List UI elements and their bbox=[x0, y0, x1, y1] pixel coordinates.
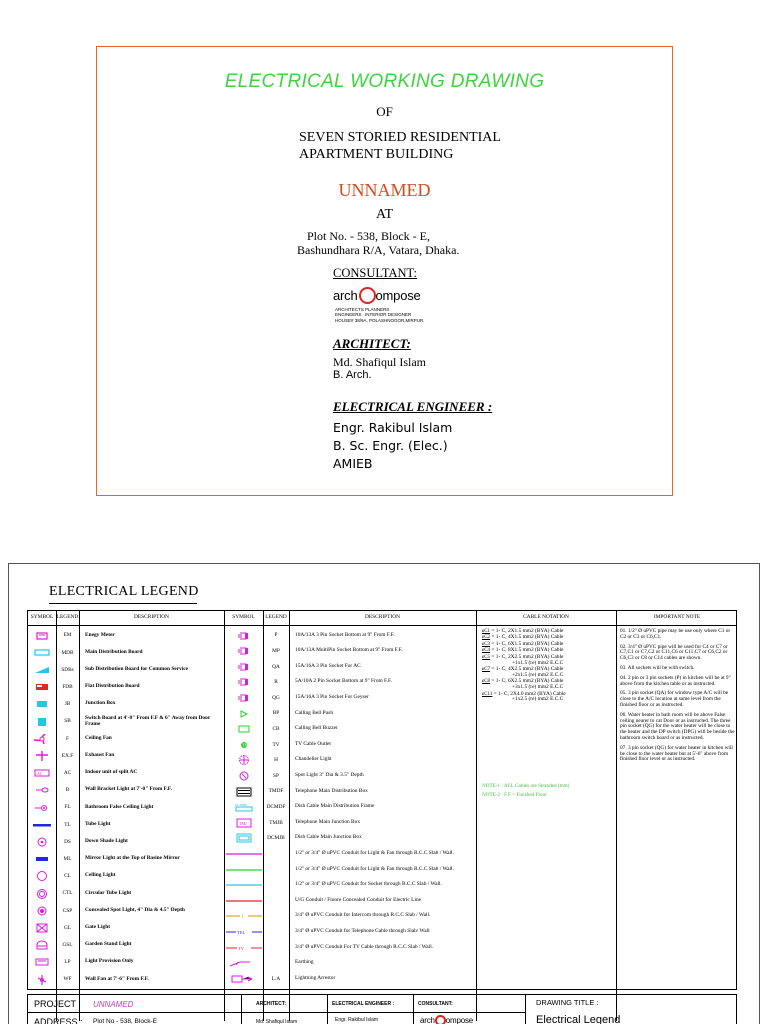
legend-row-left bbox=[28, 731, 224, 746]
down-shade-light-icon bbox=[28, 837, 56, 847]
legend-code: R bbox=[274, 679, 278, 686]
tube-light-icon bbox=[28, 820, 56, 830]
cable-tag: ɕC8 bbox=[482, 679, 491, 685]
legend-row-right bbox=[224, 924, 476, 939]
legend-description: 1/2" or 3/4" Ø uPVC Conduit for Light & Fan through R.C.C Slab / Wall. bbox=[295, 865, 454, 872]
legend-row-right bbox=[224, 878, 476, 893]
legend-table bbox=[27, 610, 737, 990]
main-distribution-board-icon bbox=[28, 648, 56, 658]
of-label: OF bbox=[376, 104, 393, 119]
legend-code: DCMDF bbox=[266, 803, 286, 810]
earthing-icon bbox=[224, 958, 263, 968]
switch-board-icon bbox=[28, 717, 56, 727]
cable-list bbox=[482, 629, 602, 703]
mirror-light-icon bbox=[28, 854, 56, 864]
flat-distribution-board-icon bbox=[28, 682, 56, 692]
svg-text:TV: TV bbox=[241, 742, 248, 748]
legend-code: ML bbox=[63, 855, 72, 862]
cable-entry bbox=[482, 692, 602, 704]
role-architects: ARCHITECTS bbox=[335, 307, 364, 312]
legend-description: Junction Box bbox=[85, 700, 116, 707]
legend-description: Bathroom False Ceiling Light bbox=[85, 803, 154, 810]
legend-row-right bbox=[224, 706, 476, 721]
legend-row-left bbox=[28, 920, 224, 935]
dish-frame-icon bbox=[224, 802, 263, 812]
legend-description: Gate Light bbox=[85, 923, 111, 930]
legend-code: AC bbox=[63, 769, 72, 776]
legend-row-right bbox=[224, 831, 476, 846]
legend-code: EM bbox=[63, 632, 72, 639]
address-value: Plot No - 538, Block-E bbox=[93, 1018, 157, 1024]
legend-code: MP bbox=[272, 647, 280, 654]
legend-description: 15A/16A 3 Pin Socket For Geyser bbox=[295, 693, 369, 700]
legend-description: 10A/13A 3 Pin Socket Bottom at 9" From F.F. bbox=[295, 631, 395, 638]
legend-description: Celling Light bbox=[85, 872, 116, 879]
legend-row-right bbox=[224, 956, 476, 971]
header-description-2: DESCRIPTION bbox=[364, 614, 401, 620]
legend-description: Spot Light 3" Dia & 3.5" Depth bbox=[295, 771, 364, 778]
consultant-heading: CONSULTANT: bbox=[333, 266, 418, 280]
header-description: DESCRIPTION bbox=[133, 614, 170, 620]
legend-row-left bbox=[28, 817, 224, 832]
false-ceiling-light-icon bbox=[28, 803, 56, 813]
legend-row-right bbox=[224, 909, 476, 924]
exhaust-fan-icon bbox=[28, 751, 56, 761]
svg-text:TEL: TEL bbox=[236, 929, 245, 935]
tv-conduit-icon bbox=[224, 943, 263, 953]
cable-tag: ɕC5 bbox=[482, 654, 491, 660]
cable-notation bbox=[482, 629, 602, 704]
legend-row-right bbox=[224, 659, 476, 674]
ceiling-fan-icon bbox=[28, 734, 56, 744]
important-note-item: 07. 3 pin socket (QG) for water heater in kitchen will be close to the water heater but at 5'-6" above from finished floor level or as instructed. bbox=[620, 744, 733, 763]
legend-row-left bbox=[28, 766, 224, 781]
legend-description: Flat Distribution Board bbox=[85, 683, 140, 690]
legend-code: TL bbox=[64, 821, 71, 828]
legend-row-left bbox=[28, 955, 224, 970]
split-ac-icon bbox=[28, 768, 56, 778]
client-name: UNNAMED bbox=[338, 180, 431, 200]
svg-text:AC: AC bbox=[37, 771, 43, 777]
drawing-title-value: Electrical Legend bbox=[536, 1014, 621, 1024]
intercom-conduit-icon bbox=[224, 911, 263, 921]
dish-junction-icon bbox=[224, 833, 263, 843]
concealed-spot-light-icon bbox=[28, 906, 56, 916]
important-note-item: 05. 3 pin socket (QA) for window type A/C will be close to the A/C location at same level from the finished floor or as instructed. bbox=[620, 690, 729, 708]
legend-code: TMDF bbox=[268, 788, 284, 795]
legend-code: EX.F bbox=[61, 752, 74, 759]
legend-code: FL bbox=[64, 804, 71, 811]
legend-code: SB bbox=[64, 718, 71, 725]
socket-mp-icon bbox=[224, 646, 263, 656]
legend-code: F bbox=[66, 735, 69, 742]
logo-text-right: ompose bbox=[445, 1016, 474, 1024]
legend-row-left bbox=[28, 680, 224, 695]
wall-fan-icon bbox=[28, 975, 56, 985]
legend-description: Main Distribution Board bbox=[85, 648, 143, 655]
legend-code: H bbox=[274, 757, 278, 764]
cable-spec: = 1- C, 8X1.5 mm2 (BYA) Cable bbox=[491, 647, 564, 654]
telephone-conduit-icon bbox=[224, 927, 263, 937]
legend-description: Telephone Main Distribution Box bbox=[295, 787, 368, 794]
legend-row-right bbox=[224, 675, 476, 690]
legend-description: U/G Conduit / Floore Concealed Conduit for Electric Line bbox=[295, 896, 422, 903]
header-important-note: IMPORTANT NOTE bbox=[653, 614, 701, 620]
light-provision-icon bbox=[28, 957, 56, 967]
legend-code: WF bbox=[63, 976, 72, 983]
cable-tag: ɕC11 bbox=[482, 691, 493, 697]
junction-box-icon bbox=[28, 699, 56, 709]
legend-row-left bbox=[28, 852, 224, 867]
wall-bracket-light-icon bbox=[28, 785, 56, 795]
garden-stand-light-icon bbox=[28, 940, 56, 950]
svg-text:DCMDF: DCMDF bbox=[234, 803, 247, 808]
legend-row-left bbox=[28, 800, 224, 815]
cable-tag: ɕC4 bbox=[482, 648, 491, 654]
legend-row-left bbox=[28, 869, 224, 884]
cable-spec-extra: +2x1.5 (re) mm2 E.C.C bbox=[512, 671, 564, 678]
legend-row-left bbox=[28, 645, 224, 660]
project-line-1: SEVEN STORIED RESIDENTIAL bbox=[299, 130, 501, 145]
cable-note-1: NOTE-1 : ALL Cables are Stranded (mm) bbox=[482, 783, 570, 789]
cable-spec: = 1- C, 2X1.5 mm2 (BYA) Cable bbox=[491, 628, 564, 634]
cable-spec: = 1- C, 4X2.5 mm2 (BYA) Cable bbox=[491, 665, 564, 672]
legend-row-right bbox=[224, 722, 476, 737]
cable-tag: ɕC1 bbox=[482, 629, 491, 634]
socket-p-icon bbox=[224, 631, 263, 641]
legend-code: LP bbox=[64, 959, 71, 966]
legend-row-right bbox=[224, 628, 476, 643]
important-note-item: 01. 1/2" Ø uPVC pipe may be use only where C1 or C2 or C3 or C6,C1. bbox=[620, 628, 731, 640]
architect-heading: ARCHITECT: bbox=[333, 336, 411, 351]
legend-row-right bbox=[224, 784, 476, 799]
engineer-name: Engr. Rakibul Islam bbox=[333, 420, 453, 435]
project-line-2: APARTMENT BUILDING bbox=[299, 147, 454, 162]
legend-description: Calling Bell Buzzer bbox=[295, 725, 338, 732]
legend-description: Wall Fan at 7'-6" From F.F. bbox=[85, 975, 149, 982]
legend-description: Lightning Arrestor bbox=[295, 974, 336, 981]
svg-text:TMJ: TMJ bbox=[238, 820, 247, 826]
bell-push-icon bbox=[224, 709, 263, 719]
cable-tag: ɕC3 bbox=[482, 641, 491, 647]
site-address bbox=[297, 229, 460, 257]
energy-meter-icon bbox=[28, 631, 56, 641]
engineer-value: Engr. Rakibul Islam bbox=[335, 1017, 379, 1023]
electrical-engineer-details bbox=[333, 419, 452, 473]
legend-description: Enegy Meter bbox=[85, 631, 115, 638]
important-note-item: 03. All sockets will be with switch. bbox=[620, 664, 695, 671]
logo-c-ring-icon bbox=[359, 287, 376, 304]
legend-code: CTL bbox=[62, 890, 73, 897]
telephone-frame-icon bbox=[224, 787, 263, 797]
legend-description: Exhaust Fan bbox=[85, 751, 115, 758]
legend-description: 1/2" or 3/4" Ø uPVC Conduit for Light & Fan through R.C.C Slab / Wall. bbox=[295, 849, 454, 856]
legend-row-left bbox=[28, 834, 224, 849]
legend-description: Indoor unit of split AC bbox=[85, 769, 138, 776]
architect-label: ARCHITECT: bbox=[256, 1001, 286, 1007]
legend-description: Ceiling Fan bbox=[85, 734, 112, 741]
col-divider bbox=[616, 611, 617, 1021]
sub-distribution-board-icon bbox=[28, 665, 56, 675]
legend-code: MDB bbox=[61, 649, 74, 656]
legend-code: CSP bbox=[62, 907, 73, 914]
legend-code: TMJB bbox=[269, 819, 283, 826]
chandelier-light-icon bbox=[224, 755, 263, 765]
legend-row-left bbox=[28, 886, 224, 901]
legend-description: Mirror Light at the Top of Basine Mirror bbox=[85, 855, 180, 862]
legend-row-right bbox=[224, 862, 476, 877]
legend-description: Chandelier Light bbox=[295, 756, 332, 763]
legend-code: P bbox=[274, 632, 278, 639]
conduit-blue-icon bbox=[224, 880, 263, 890]
legend-row-right bbox=[224, 846, 476, 861]
legend-row-right bbox=[224, 644, 476, 659]
legend-row-left bbox=[28, 938, 224, 953]
legend-description: 3/4" Ø uPVC Conduit for Intercom through R.C.C Slab / Wall. bbox=[295, 912, 431, 919]
legend-code: DS bbox=[64, 838, 71, 845]
legend-row-right bbox=[224, 768, 476, 783]
engineer-membership: AMIEB bbox=[333, 456, 373, 471]
important-note-item: 02. 3/4" Ø uPVC pipe will be used for C4 or C7 or C7,C1 or C7,C2 or C11,C6 or C11,C7 or C6,C2 or C6,C3 or C8 or C14 cables are shown. bbox=[620, 643, 728, 662]
role-engineers: ENGINEERS bbox=[335, 312, 362, 318]
header-legend: LEGEND bbox=[56, 614, 79, 620]
legend-row-left bbox=[28, 662, 224, 677]
header-symbol-2: SYMBOL bbox=[232, 614, 255, 620]
conduit-pink-icon bbox=[224, 849, 263, 859]
engineer-label: ELECTRICAL ENGINEER : bbox=[332, 1001, 395, 1007]
consultant-label: CONSULTANT: bbox=[418, 1001, 453, 1007]
socket-r-icon bbox=[224, 677, 263, 687]
cable-entry bbox=[482, 667, 602, 679]
legend-row-right bbox=[224, 971, 476, 986]
ceiling-light-icon bbox=[28, 871, 56, 881]
legend-code: QA bbox=[272, 663, 280, 670]
consultant-roles bbox=[335, 307, 425, 323]
legend-description: Dish Cable Main Distribution Frame bbox=[295, 803, 375, 810]
legend-code: JB bbox=[64, 701, 71, 708]
col-divider bbox=[476, 611, 477, 1021]
architect-value: Md. Shafiqul Islam bbox=[256, 1019, 298, 1024]
cable-spec: = 1- C, 2X4.0 mm2 (BYA) Cable bbox=[493, 690, 566, 697]
cable-notes bbox=[482, 782, 602, 800]
legend-code: L.A bbox=[271, 975, 281, 982]
legend-row-right bbox=[224, 753, 476, 768]
project-value: UNNAMED bbox=[93, 1000, 134, 1009]
cable-spec-extra: +1x1.5 (re) mm2 E.C.C bbox=[512, 659, 564, 666]
svg-text:TV: TV bbox=[237, 945, 244, 951]
legend-description: TV Cable Outlet bbox=[295, 740, 331, 747]
project-description bbox=[299, 129, 501, 163]
legend-title: ELECTRICAL LEGEND bbox=[49, 584, 199, 599]
legend-row-right bbox=[224, 815, 476, 830]
legend-code: GSL bbox=[62, 941, 73, 948]
conduit-red-icon bbox=[224, 896, 263, 906]
legend-description: Circular Tube Light bbox=[85, 889, 132, 896]
cable-spec: = 1- C, 6X1.5 mm2 (BYA) Cable bbox=[491, 640, 564, 647]
title-block bbox=[27, 994, 737, 1024]
legend-description: Tube Light bbox=[85, 820, 111, 827]
legend-description: Down Shade Light bbox=[85, 837, 128, 844]
bell-buzzer-icon bbox=[224, 724, 263, 734]
important-note-item: 06. Water heater in bath room will be above False ceiling nearer to cat Door or as instructed. The three pin socket (QG) for the water heater will be close to the heater and the DP switch (DPG) will be beside the bathroom switch board or as instructed. bbox=[620, 711, 735, 741]
legend-code: DCMJB bbox=[267, 835, 285, 842]
legend-row-left bbox=[28, 628, 224, 643]
cable-entry bbox=[482, 679, 602, 691]
legend-code: CB bbox=[272, 725, 280, 732]
legend-description: Earthing bbox=[295, 959, 314, 966]
legend-title-underline bbox=[49, 603, 197, 604]
socket-qa-icon bbox=[224, 662, 263, 672]
svg-text:I: I bbox=[241, 915, 244, 921]
role-planners: PLANNERS bbox=[365, 307, 390, 312]
legend-description: 5A/10A 2 Pin Socket Bottom at 9" From F.F. bbox=[295, 678, 392, 685]
legend-code: GL bbox=[63, 924, 72, 931]
legend-row-right bbox=[224, 690, 476, 705]
socket-qg-icon bbox=[224, 693, 263, 703]
legend-row-left bbox=[28, 748, 224, 763]
architect-details bbox=[333, 356, 426, 382]
legend-description: Light Provision Only bbox=[85, 958, 134, 965]
legend-description: 3/4" Ø uPVC Conduit for Telephone Cable through Slab/ Wall bbox=[295, 927, 430, 934]
legend-code: B bbox=[65, 787, 70, 794]
cable-spec: = 1- C, 4X1.5 mm2 (BYA) Cable bbox=[491, 634, 564, 641]
legend-row-left bbox=[28, 697, 224, 712]
header-legend-2: LEGEND bbox=[265, 614, 287, 620]
title-block-logo bbox=[420, 1015, 473, 1024]
legend-row-right bbox=[224, 893, 476, 908]
legend-description: 1/2" or 3/4" Ø uPVC Conduit for Socket through R.C.C Slab / Wall. bbox=[295, 881, 442, 888]
logo-text-left: arch bbox=[333, 288, 358, 303]
gate-light-icon bbox=[28, 923, 56, 933]
architect-degree: B. Arch. bbox=[333, 369, 372, 381]
legend-code: FDB bbox=[62, 683, 73, 690]
legend-description: Dish Cable Main Junction Box bbox=[295, 834, 362, 841]
legend-description: Telephone Main Junction Box bbox=[295, 818, 361, 825]
cable-spec-extra: +1x2.5 (re) mm2 E.C.C bbox=[512, 696, 564, 703]
cover-sheet bbox=[96, 46, 673, 496]
consultant-logo bbox=[333, 287, 421, 304]
legend-row-right bbox=[224, 940, 476, 955]
cable-tag: ɕC7 bbox=[482, 666, 491, 672]
legend-row-left bbox=[28, 972, 224, 987]
legend-row-left bbox=[28, 903, 224, 918]
cable-spec-extra: +3x1.5 (re) mm2 E.C.C bbox=[512, 684, 564, 691]
address-label: ADDRESS : bbox=[34, 1017, 83, 1024]
drawing-title-label: DRAWING TITLE : bbox=[536, 998, 599, 1007]
drawing-title: ELECTRICAL WORKING DRAWING bbox=[224, 71, 545, 92]
cable-note-2: NOTE-2 : F.F = Finished Floor bbox=[482, 792, 547, 798]
header-divider bbox=[28, 625, 736, 626]
legend-description: Sub Distribution Board for Common Service bbox=[85, 665, 189, 672]
legend-code: SP bbox=[273, 772, 279, 779]
legend-row-right bbox=[224, 737, 476, 752]
legend-description: 3/4" Ø uPVC Conduit For TV Cable through R.C.C Slab / Wall. bbox=[295, 943, 434, 950]
cable-spec: = 1- C, 6X2.5 mm2 (BYA) Cable bbox=[491, 678, 564, 685]
tv-outlet-icon bbox=[224, 740, 263, 750]
legend-description: 10A/13A MultiPin Socket Bottom at 9" From F.F. bbox=[295, 647, 403, 654]
circular-tube-light-icon bbox=[28, 889, 56, 899]
role-interior: INTERIOR DESIGNER bbox=[365, 312, 412, 318]
logo-c-ring-icon bbox=[435, 1015, 446, 1024]
electrical-engineer-heading: ELECTRICAL ENGINEER : bbox=[333, 399, 493, 414]
legend-code: QG bbox=[272, 694, 280, 701]
engineer-degree: B. Sc. Engr. (Elec.) bbox=[333, 438, 448, 453]
telephone-junction-icon bbox=[224, 818, 263, 828]
header-symbol: SYMBOL bbox=[30, 614, 54, 620]
logo-text-left: arch bbox=[420, 1016, 435, 1024]
spot-light-icon bbox=[224, 771, 263, 781]
legend-description: Concealed Spot Light, 4" Dia & 4.5" Depth bbox=[85, 906, 185, 913]
legend-description: 15A/16A 3 Pin Socket For AC bbox=[295, 662, 361, 669]
legend-code: SDBs bbox=[61, 666, 74, 673]
project-label: PROJECT : bbox=[34, 999, 81, 1009]
legend-row-right bbox=[224, 800, 476, 815]
legend-row-left bbox=[28, 783, 224, 798]
important-notes bbox=[620, 629, 736, 767]
lightning-arrestor-icon bbox=[224, 974, 263, 984]
logo-text-right: ompose bbox=[375, 288, 421, 303]
legend-description: Switch Board at 4'-0" From F.F & 6" Away from Door Frame bbox=[85, 714, 211, 727]
legend-row-left bbox=[28, 714, 224, 729]
legend-description: Calling Bell Push bbox=[295, 709, 334, 716]
address-line-1: Plot No. - 538, Block - E, bbox=[307, 229, 430, 243]
cable-spec: = 1- C, 2X2.5 mm2 (BYA) Cable bbox=[491, 653, 564, 660]
legend-description: Wall Bracket Light at 7'-0" From F.F. bbox=[85, 786, 172, 793]
legend-code: BP bbox=[272, 710, 280, 717]
consultant-address: HOUSE# 38/9A, POLASHNOGOR,MIRPUR. bbox=[335, 317, 425, 323]
conduit-green-icon bbox=[224, 865, 263, 875]
cable-tag: ɕC2 bbox=[482, 635, 491, 641]
cable-entry bbox=[482, 655, 602, 667]
legend-code: CL bbox=[64, 873, 71, 880]
header-cable-notation: CABLE NOTATION bbox=[523, 614, 569, 620]
legend-description: Garden Stand Light bbox=[85, 941, 132, 948]
address-line-2: Bashundhara R/A, Vatara, Dhaka. bbox=[297, 243, 460, 257]
at-label: AT bbox=[375, 207, 394, 222]
important-note-item: 04. 2 pin or 3 pin sockets (P) in kitchen will be at 9" above from the kitchen table or as instructed. bbox=[620, 674, 731, 687]
legend-code: TV bbox=[272, 741, 280, 748]
architect-name: Md. Shafiqul Islam bbox=[333, 355, 426, 369]
